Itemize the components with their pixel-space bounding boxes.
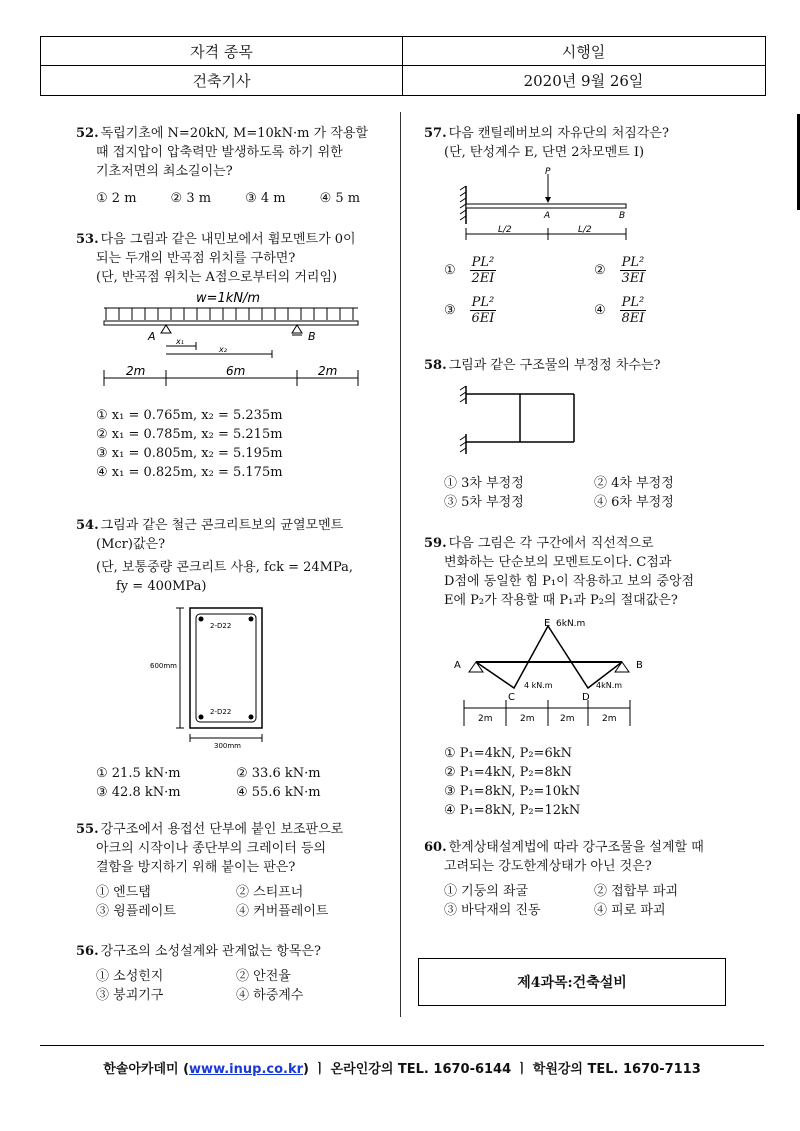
question-59-options — [424, 744, 744, 820]
question-56 — [76, 942, 386, 1005]
option-1[interactable]: ① 소성힌지 — [96, 969, 164, 984]
question-text: 기초저면의 최소길이는? — [96, 164, 233, 179]
label-a: A — [454, 660, 461, 671]
option-1[interactable]: ① 엔드탭 — [96, 885, 151, 900]
option-4[interactable]: ④ 피로 파괴 — [594, 903, 666, 918]
question-number: 57. — [424, 126, 447, 141]
rc-section-figure — [150, 600, 280, 750]
column-divider — [400, 112, 401, 1017]
span-2: 2m — [520, 714, 535, 724]
option-3[interactable]: ③ 42.8 kN·m — [96, 785, 181, 800]
option-4[interactable]: ④ 55.6 kN·m — [236, 785, 321, 800]
question-54 — [76, 516, 386, 596]
label-d-moment: 4kN.m — [596, 681, 623, 690]
question-text: (Mcr)값은? — [96, 537, 166, 552]
option-2[interactable]: ② P₁=4kN, P₂=8kN — [444, 765, 572, 780]
span-4: 2m — [602, 714, 617, 724]
option-4[interactable]: ④ 5 m — [319, 191, 361, 206]
option-1[interactable]: ① x₁ = 0.765m, x₂ = 5.235m — [96, 408, 283, 423]
label-e-moment: 6kN.m — [556, 619, 586, 629]
question-number: 59. — [424, 536, 447, 551]
question-number: 58. — [424, 358, 447, 373]
label-x2: x₂ — [219, 345, 227, 354]
overhang-beam-figure — [96, 288, 376, 398]
option-3[interactable]: ③ P₁=8kN, P₂=10kN — [444, 784, 581, 799]
question-text: 고려되는 강도한계상태가 아닌 것은? — [444, 859, 652, 874]
cantilever-beam — [466, 204, 626, 208]
footer — [40, 1058, 764, 1077]
support-a — [161, 325, 171, 333]
span-3: 2m — [560, 714, 575, 724]
question-text: 한계상태설계법에 따라 강구조물을 설계할 때 — [448, 840, 704, 855]
subject-box: 제4과목:건축설비 — [418, 958, 726, 1006]
beam — [104, 321, 358, 325]
question-60 — [424, 838, 744, 920]
load-arrow — [545, 197, 551, 203]
question-number: 56. — [76, 944, 99, 959]
option-2[interactable]: ② 3 m — [170, 191, 212, 206]
label-d: D — [582, 692, 590, 703]
label-x1: x₁ — [176, 337, 184, 346]
question-55 — [76, 820, 386, 921]
height-label: 600mm — [150, 662, 177, 670]
question-text: (단, 보통중량 콘크리트 사용, fck = 24MPa, — [96, 560, 354, 575]
options — [76, 967, 386, 1005]
question-text: D점에 동일한 힘 P₁이 작용하고 보의 중앙점 — [444, 574, 695, 589]
question-text: 때 접지압이 압축력만 발생하도록 하기 위한 — [96, 145, 343, 160]
support-b — [292, 325, 302, 333]
option-1[interactable]: ① 2 m — [96, 191, 137, 206]
options — [76, 883, 386, 921]
header-table — [40, 36, 766, 96]
label-c: C — [508, 692, 515, 703]
question-52 — [76, 124, 386, 208]
option-3[interactable]: ③ 윙플레이트 — [96, 904, 176, 919]
question-number: 54. — [76, 518, 99, 533]
question-54-options — [76, 764, 386, 802]
question-text: (단, 반곡점 위치는 A점으로부터의 거리임) — [96, 270, 338, 285]
option-3[interactable]: ③ x₁ = 0.805m, x₂ = 5.195m — [96, 446, 283, 461]
label-b: B — [619, 211, 626, 221]
question-text: 변화하는 단순보의 모멘트도이다. C점과 — [444, 555, 672, 570]
option-2[interactable]: ② 안전율 — [236, 969, 291, 984]
option-3[interactable]: ③ 4 m — [245, 191, 286, 206]
option-1[interactable]: ① 3차 부정정 — [444, 476, 524, 491]
bottom-rebar-label: 2-D22 — [210, 708, 232, 716]
question-text: 되는 두개의 반곡점 위치를 구하면? — [96, 251, 296, 266]
question-57 — [424, 124, 744, 162]
header-col2-value: 2020년 9월 26일 — [523, 71, 644, 90]
label-b: B — [308, 330, 316, 343]
footer-name: 한솔아카데미 ( — [103, 1062, 190, 1077]
question-text: 독립기초에 N=20kN, M=10kN·m 가 작용할 — [100, 126, 368, 141]
question-number: 60. — [424, 840, 447, 855]
dim-2: 6m — [226, 364, 246, 378]
moment-line — [476, 626, 622, 688]
option-4[interactable]: ④ x₁ = 0.825m, x₂ = 5.175m — [96, 465, 283, 480]
option-4[interactable]: ④ $\frac{\text{PL²}}{8EI}$ — [594, 294, 645, 326]
span-1: 2m — [478, 714, 493, 724]
question-text: 다음 그림과 같은 내민보에서 휨모멘트가 0이 — [100, 232, 356, 247]
footer-divider — [40, 1045, 764, 1046]
dim-l1: L/2 — [498, 225, 512, 235]
moment-diagram-figure — [444, 612, 664, 738]
header-col1-value: 건축기사 — [192, 71, 251, 90]
fixed-support-hatch — [460, 186, 466, 220]
label-a: A — [544, 211, 551, 221]
question-58 — [424, 356, 744, 375]
label-e: E — [544, 618, 551, 629]
option-2[interactable]: ② 4차 부정정 — [594, 476, 674, 491]
option-1[interactable]: ① P₁=4kN, P₂=6kN — [444, 746, 572, 761]
label-c-moment: 4 kN.m — [524, 681, 553, 690]
option-1[interactable]: ① 21.5 kN·m — [96, 766, 181, 781]
options — [424, 882, 744, 920]
option-3[interactable]: ③ 5차 부정정 — [444, 495, 524, 510]
option-2[interactable]: ② x₁ = 0.785m, x₂ = 5.215m — [96, 427, 283, 442]
dim-3: 2m — [318, 364, 338, 378]
option-1[interactable]: ① $\frac{\text{PL²}}{2EI}$ — [444, 254, 495, 286]
label-b: B — [636, 660, 643, 671]
option-1[interactable]: ① 기둥의 좌굴 — [444, 884, 529, 899]
option-3[interactable]: ③ $\frac{\text{PL²}}{6EI}$ — [444, 294, 495, 326]
question-57-options — [424, 250, 744, 330]
footer-link[interactable]: www.inup.co.kr — [189, 1062, 304, 1077]
dim-l2: L/2 — [578, 225, 592, 235]
option-2[interactable]: ② $\frac{\text{PL²}}{3EI}$ — [594, 254, 645, 286]
header-col1-label: 자격 종목 — [190, 42, 253, 61]
question-text: 아크의 시작이나 종단부의 크레이터 등의 — [96, 841, 327, 856]
option-2[interactable]: ② 접합부 파괴 — [594, 884, 679, 899]
question-53 — [76, 230, 386, 287]
option-4[interactable]: ④ 6차 부정정 — [594, 495, 674, 510]
question-text: 결함을 방지하기 위해 붙이는 판은? — [96, 860, 296, 875]
option-3[interactable]: ③ 붕괴기구 — [96, 988, 164, 1003]
question-53-options — [76, 406, 386, 482]
question-text: (단, 탄성계수 E, 단면 2차모멘트 I) — [444, 145, 645, 160]
header-col2-label: 시행일 — [561, 42, 606, 61]
question-text: E에 P₂가 작용할 때 P₁과 P₂의 절대값은? — [444, 593, 678, 608]
distributed-load-arrows — [106, 308, 353, 320]
frame-figure — [456, 382, 586, 472]
cantilever-figure — [456, 166, 646, 246]
label-p: P — [545, 167, 551, 177]
question-58-options — [424, 474, 744, 512]
label-a: A — [148, 330, 156, 343]
option-3[interactable]: ③ 바닥재의 진동 — [444, 903, 541, 918]
option-4[interactable]: ④ 커버플레이트 — [236, 904, 329, 919]
option-4[interactable]: ④ P₁=8kN, P₂=12kN — [444, 803, 581, 818]
question-text: 다음 그림은 각 구간에서 직선적으로 — [448, 536, 654, 551]
support-a — [469, 662, 483, 672]
question-text: 강구조에서 용접선 단부에 붙인 보조판으로 — [100, 822, 344, 837]
load-label: w=1kN/m — [196, 291, 261, 306]
question-59 — [424, 534, 744, 610]
width-label: 300mm — [214, 742, 241, 750]
option-4[interactable]: ④ 하중계수 — [236, 988, 304, 1003]
options — [76, 189, 386, 208]
support-b — [615, 662, 629, 672]
question-text: 그림과 같은 구조물의 부정정 차수는? — [448, 358, 661, 373]
top-rebar-label: 2-D22 — [210, 622, 232, 630]
question-text: 그림과 같은 철근 콘크리트보의 균열모멘트 — [100, 518, 344, 533]
option-2[interactable]: ② 33.6 kN·m — [236, 766, 321, 781]
option-2[interactable]: ② 스티프너 — [236, 885, 304, 900]
question-text: fy = 400MPa) — [116, 579, 207, 594]
question-number: 55. — [76, 822, 99, 837]
question-number: 53. — [76, 232, 99, 247]
question-text: 다음 캔틸레버보의 자유단의 처짐각은? — [448, 126, 669, 141]
fixed-support-hatch — [460, 386, 466, 452]
footer-contact: ) ㅣ 온라인강의 TEL. 1670-6144 ㅣ 학원강의 TEL. 1670-7113 — [303, 1062, 701, 1077]
question-text: 강구조의 소성설계와 관계없는 항목은? — [100, 944, 321, 959]
question-number: 52. — [76, 126, 99, 141]
dim-1: 2m — [126, 364, 146, 378]
